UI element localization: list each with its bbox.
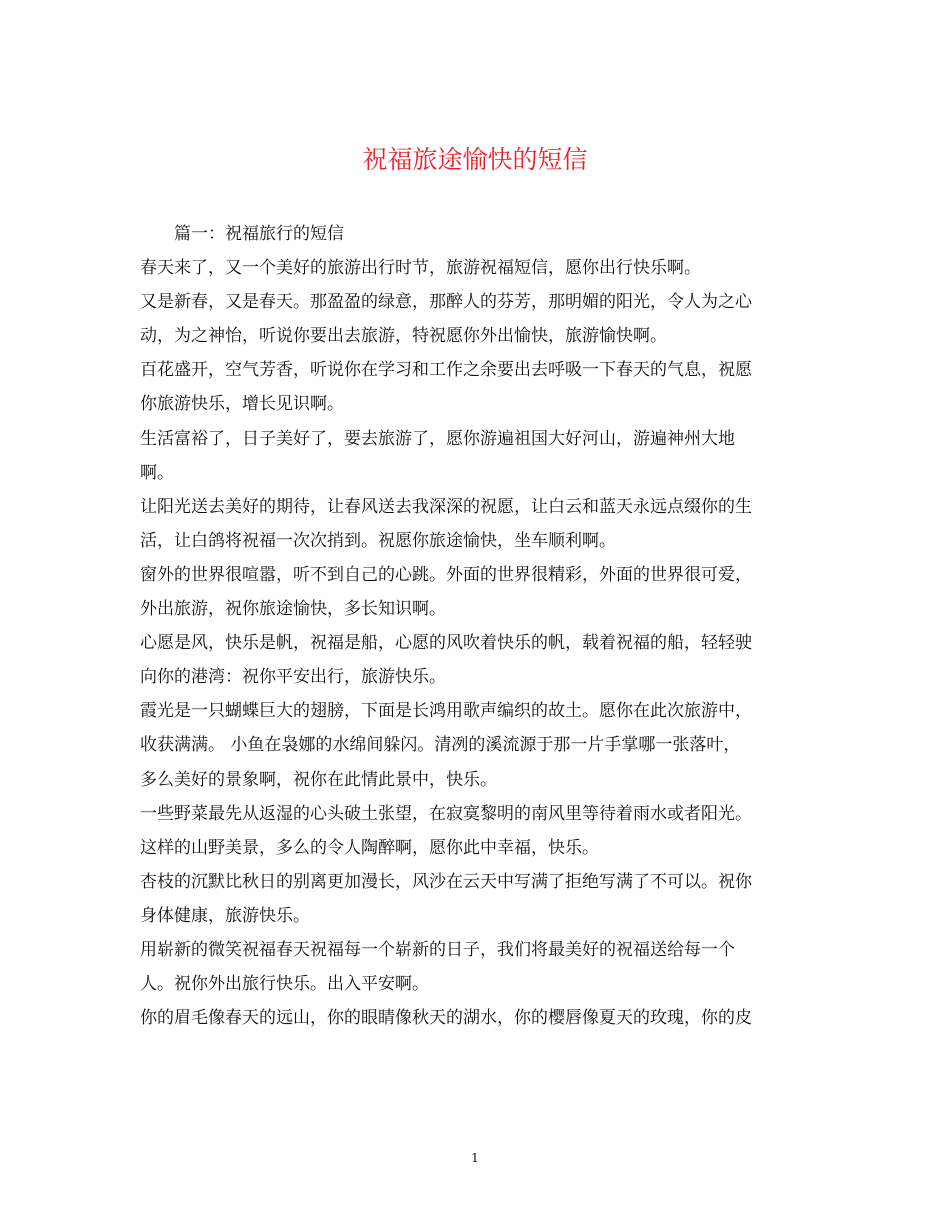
text-line: 你的眉毛像春天的远山，你的眼睛像秋天的湖水，你的樱唇像夏天的玫瑰，你的皮	[140, 1008, 752, 1029]
text-line: 杏枝的沉默比秋日的别离更加漫长，风沙在云天中写满了拒绝写满了不可以。祝你	[140, 871, 752, 892]
document-title: 祝福旅途愉快的短信	[362, 145, 588, 174]
text-line: 这样的山野美景，多么的令人陶醉啊，愿你此中幸福，快乐。	[140, 837, 599, 858]
document-body	[140, 217, 812, 1035]
text-line: 外出旅游，祝你旅途愉快，多长知识啊。	[140, 599, 446, 620]
text-line: 春天来了，又一个美好的旅游出行时节，旅游祝福短信，愿你出行快乐啊。	[140, 258, 701, 279]
section-heading: 篇一：祝福旅行的短信	[174, 224, 344, 244]
text-line: 一些野菜最先从返湿的心头破土张望，在寂寞黎明的南风里等待着雨水或者阳光。	[140, 803, 752, 824]
text-line: 生活富裕了，日子美好了，要去旅游了，愿你游遍祖国大好河山，游遍神州大地	[140, 428, 735, 449]
text-line: 你旅游快乐，增长见识啊。	[140, 394, 344, 415]
text-line: 活，让白鸽将祝福一次次捎到。祝愿你旅途愉快，坐车顺利啊。	[140, 530, 616, 551]
text-line: 心愿是风，快乐是帆，祝福是船，心愿的风吹着快乐的帆，载着祝福的船，轻轻驶	[140, 633, 752, 654]
text-line: 用崭新的微笑祝福春天祝福每一个崭新的日子，我们将最美好的祝福送给每一个	[140, 939, 735, 960]
page-number: 1	[471, 1151, 479, 1165]
text-line: 窗外的世界很喧嚣，听不到自己的心跳。外面的世界很精彩，外面的世界很可爱，	[140, 564, 752, 585]
text-line: 人。祝你外出旅行快乐。出入平安啊。	[140, 974, 429, 995]
text-line: 多么美好的景象啊，祝你在此情此景中，快乐。	[140, 769, 497, 790]
text-line: 身体健康，旅游快乐。	[140, 905, 310, 926]
text-line: 霞光是一只蝴蝶巨大的翅膀，下面是长鸿用歌声编织的故土。愿你在此次旅游中，	[140, 701, 752, 722]
text-line: 让阳光送去美好的期待，让春风送去我深深的祝愿，让白云和蓝天永远点缀你的生	[140, 496, 752, 517]
text-line: 百花盛开，空气芳香，听说你在学习和工作之余要出去呼吸一下春天的气息，祝愿	[140, 360, 752, 381]
text-line: 动，为之神怡，听说你要出去旅游，特祝愿你外出愉快，旅游愉快啊。	[140, 326, 667, 347]
text-line: 向你的港湾：祝你平安出行，旅游快乐。	[140, 667, 446, 688]
text-line: 收获满满。 小鱼在袅娜的水绵间躲闪。清冽的溪流源于那一片手掌哪一张落叶，	[140, 735, 741, 756]
text-line: 啊。	[140, 462, 174, 483]
text-line: 又是新春，又是春天。那盈盈的绿意，那醉人的芬芳，那明媚的阳光，令人为之心	[140, 292, 752, 313]
